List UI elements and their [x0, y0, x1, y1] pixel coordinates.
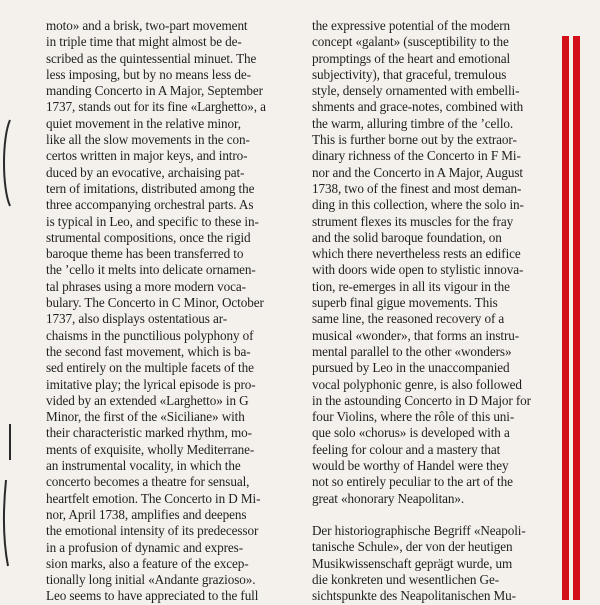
text-line: in a profusion of dynamic and expres- — [46, 539, 243, 555]
text-line: manding Concerto in A Major, September — [46, 83, 263, 99]
text-line: ments of exquisite, wholly Mediterrane- — [46, 441, 255, 457]
text-line: vocal polyphonic genre, is also followed — [312, 376, 522, 392]
text-line: like all the slow movements in the con- — [46, 132, 250, 148]
text-line: not so entirely peculiar to the art of the — [312, 474, 513, 490]
text-line: tionally long initial «Andante grazioso». — [46, 572, 256, 588]
text-line: mental parallel to the other «wonders» — [312, 343, 512, 359]
text-line: Der historiographische Begriff «Neapoli- — [312, 522, 526, 538]
text-line: the expressive potential of the modern — [312, 18, 510, 33]
text-line: 1737, stands out for its fine «Larghetto», a — [46, 99, 266, 115]
text-line: bulary. The Concerto in C Minor, October — [46, 295, 264, 311]
text-line: style, densely ornamented with embelli- — [312, 83, 520, 99]
text-line: imitative play; the lyrical episode is pro- — [46, 376, 256, 392]
text-line: heartfelt emotion. The Concerto in D Mi- — [46, 490, 261, 506]
text-line: Leo seems to have appreciated to the full — [46, 588, 259, 604]
text-line: pursued by Leo in the unaccompanied — [312, 360, 510, 376]
text-line: ding in this collection, where the solo in- — [312, 197, 524, 213]
text-line: which there nevertheless rests an edifice — [312, 246, 521, 262]
german-paragraph — [312, 523, 552, 604]
text-line: tern of imitations, distributed among the — [46, 180, 255, 196]
text-line: baroque theme has been transferred to — [46, 246, 244, 262]
text-line: great «honorary Neapolitan». — [312, 490, 465, 506]
text-line: and the solid baroque foundation, on — [312, 229, 502, 245]
text-line: Musikwissenschaft geprägt wurde, um — [312, 555, 513, 571]
decorative-red-bars — [562, 36, 582, 600]
text-line: This is further borne out by the extraor- — [312, 132, 517, 148]
text-line: shments and grace-notes, combined with — [312, 99, 524, 115]
text-line: in triple time that might almost be de- — [46, 34, 242, 50]
red-bar-1 — [562, 36, 569, 600]
left-text-column — [46, 18, 290, 605]
text-line: promptings of the heart and emotional — [312, 50, 511, 66]
text-line: tal phrases using a more modern voca- — [46, 278, 246, 294]
binding-mark-bottom — [0, 420, 14, 570]
text-line: is typical in Leo, and specific to these in- — [46, 213, 259, 229]
text-line: with doors wide open to stylistic innova- — [312, 262, 524, 278]
text-line: dinary richness of the Concerto in F Mi- — [312, 148, 521, 164]
text-line: quiet movement in the relative minor, — [46, 115, 241, 131]
text-line: musical «wonder», that forms an instru- — [312, 327, 520, 343]
text-line: que solo «chorus» is developed with a — [312, 425, 510, 441]
text-line: strument flexes its muscles for the fray — [312, 213, 514, 229]
text-line: nor, April 1738, amplifies and deepens — [46, 506, 247, 522]
text-line: the second fast movement, which is ba- — [46, 343, 251, 359]
text-line: concerto becomes a theatre for sensual, — [46, 474, 250, 490]
english-paragraph — [312, 18, 552, 507]
text-line: tanische Schule», der von der heutigen — [312, 539, 513, 555]
text-line: sed entirely on the multiple facets of the — [46, 360, 254, 376]
right-text-column — [312, 18, 552, 604]
text-line: the warm, alluring timbre of the ’cello. — [312, 115, 514, 131]
text-line: tion, re-emerges in all its vigour in the — [312, 278, 510, 294]
text-line: an instrumental vocality, in which the — [46, 458, 241, 474]
text-line: the ’cello it melts into delicate ornamen- — [46, 262, 256, 278]
text-line: die konkreten und wesentlichen Ge- — [312, 571, 500, 587]
text-line: 1737, also displays ostentatious ar- — [46, 311, 228, 327]
red-bar-2 — [573, 36, 580, 600]
text-line: nor and the Concerto in A Major, August — [312, 164, 523, 180]
text-line: in the astounding Concerto in D Major for — [312, 392, 531, 408]
text-line: less imposing, but by no means less de- — [46, 66, 251, 82]
text-line: feeling for colour and a mastery that — [312, 441, 501, 457]
text-line: sion marks, also a feature of the excep- — [46, 555, 249, 571]
text-line: three accompanying orchestral parts. As — [46, 197, 254, 213]
text-line: Minor, the first of the «Siciliane» with — [46, 409, 245, 425]
text-line: would be worthy of Handel were they — [312, 458, 509, 474]
text-line: sichtspunkte des Neapolitanischen Mu- — [312, 588, 516, 604]
text-line: same line, the reasoned recovery of a — [312, 311, 505, 327]
text-line: four Violins, where the rôle of this uni- — [312, 409, 515, 425]
text-line: certos written in major keys, and intro- — [46, 148, 248, 164]
text-line: superb final gigue movements. This — [312, 295, 498, 311]
paragraph-gap — [312, 507, 552, 523]
text-line: duced by an evocative, archaising pat- — [46, 164, 245, 180]
binding-mark-top — [0, 118, 14, 208]
text-line: subjectivity), that graceful, tremulous — [312, 66, 507, 82]
text-line: chaisms in the punctilious polyphony of — [46, 327, 254, 343]
text-line: concept «galant» (susceptibility to the — [312, 34, 509, 50]
text-line: vided by an extended «Larghetto» in G — [46, 392, 249, 408]
text-line: strumental compositions, once the rigid — [46, 229, 251, 245]
text-line: scribed as the quintessential minuet. The — [46, 50, 257, 66]
text-line: moto» and a brisk, two-part movement — [46, 18, 248, 33]
text-line: 1738, two of the finest and most deman- — [312, 180, 522, 196]
text-line: the emotional intensity of its predecessor — [46, 523, 259, 539]
text-line: their characteristic marked rhythm, mo- — [46, 425, 252, 441]
